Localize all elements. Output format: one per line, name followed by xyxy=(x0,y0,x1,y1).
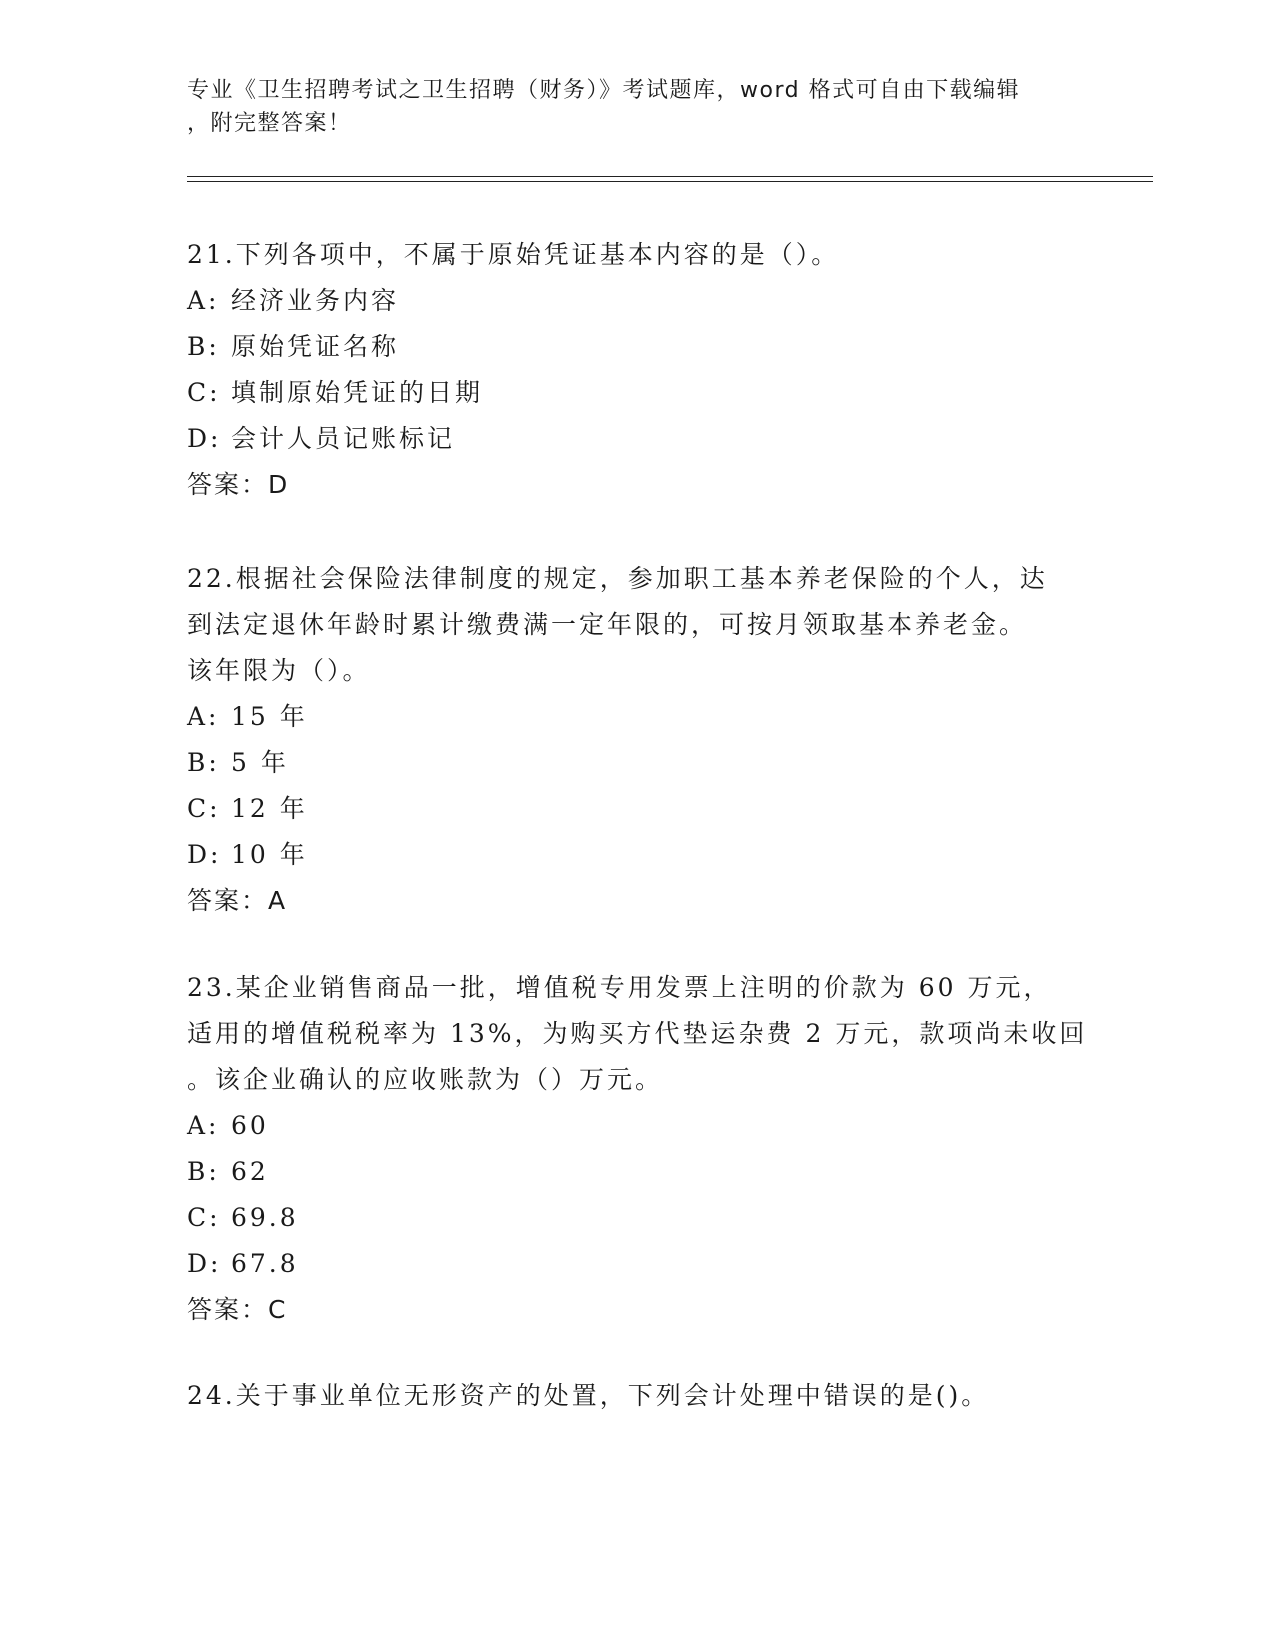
option-text: 10 年 xyxy=(231,840,308,869)
option-text: 69.8 xyxy=(231,1203,299,1232)
question-22 xyxy=(187,556,1087,924)
option-text: 5 年 xyxy=(231,748,289,777)
option-letter: D: xyxy=(187,1249,222,1278)
option-letter: A: xyxy=(187,702,220,731)
header-line-2: ，附完整答案！ xyxy=(187,111,352,136)
answer-line: 答案：A xyxy=(187,886,288,915)
question-stem-line: 。该企业确认的应收账款为（）万元。 xyxy=(187,1065,664,1094)
question-stem-line: 该年限为（）。 xyxy=(187,656,371,685)
option-letter: C: xyxy=(187,1203,221,1232)
option-text: 原始凭证名称 xyxy=(231,332,400,361)
option-a xyxy=(187,1103,1087,1149)
question-24 xyxy=(187,1373,1087,1419)
question-stem-line: 到法定退休年龄时累计缴费满一定年限的，可按月领取基本养老金。 xyxy=(187,610,1028,639)
option-text: 67.8 xyxy=(231,1249,299,1278)
option-text: 60 xyxy=(231,1111,269,1140)
question-23 xyxy=(187,965,1087,1333)
option-letter: C: xyxy=(187,378,221,407)
answer-line: 答案：D xyxy=(187,470,290,499)
option-letter: B: xyxy=(187,332,220,361)
question-stem-line: 适用的增值税税率为 13%，为购买方代垫运杂费 2 万元，款项尚未收回 xyxy=(187,1019,1088,1048)
option-letter: D: xyxy=(187,424,222,453)
question-stem-line: 21.下列各项中，不属于原始凭证基本内容的是（）。 xyxy=(187,240,840,269)
option-letter: D: xyxy=(187,840,222,869)
question-stem-line: 24.关于事业单位无形资产的处置，下列会计处理中错误的是()。 xyxy=(187,1381,990,1410)
option-letter: A: xyxy=(187,286,220,315)
option-a xyxy=(187,694,1087,740)
option-d xyxy=(187,1241,1087,1287)
option-b xyxy=(187,1149,1087,1195)
option-text: 12 年 xyxy=(231,794,308,823)
question-stem-line: 22.根据社会保险法律制度的规定，参加职工基本养老保险的个人，达 xyxy=(187,564,1048,593)
option-text: 62 xyxy=(231,1157,269,1186)
option-d xyxy=(187,416,1087,462)
option-b xyxy=(187,324,1087,370)
option-letter: C: xyxy=(187,794,221,823)
document-header xyxy=(187,74,1067,140)
answer-line: 答案：C xyxy=(187,1295,288,1324)
option-text: 经济业务内容 xyxy=(231,286,400,315)
option-c xyxy=(187,1195,1087,1241)
option-a xyxy=(187,278,1087,324)
question-stem-line: 23.某企业销售商品一批，增值税专用发票上注明的价款为 60 万元， xyxy=(187,973,1052,1002)
option-b xyxy=(187,740,1087,786)
option-letter: B: xyxy=(187,748,220,777)
option-c xyxy=(187,786,1087,832)
option-text: 填制原始凭证的日期 xyxy=(231,378,484,407)
option-letter: B: xyxy=(187,1157,220,1186)
option-text: 会计人员记账标记 xyxy=(231,424,456,453)
option-letter: A: xyxy=(187,1111,220,1140)
question-21 xyxy=(187,232,1087,508)
header-rule-top xyxy=(187,176,1153,177)
option-text: 15 年 xyxy=(231,702,308,731)
header-rule-bottom xyxy=(187,181,1153,182)
option-c xyxy=(187,370,1087,416)
header-line-1: 专业《卫生招聘考试之卫生招聘（财务）》考试题库，word 格式可自由下载编辑 xyxy=(187,78,1021,103)
option-d xyxy=(187,832,1087,878)
